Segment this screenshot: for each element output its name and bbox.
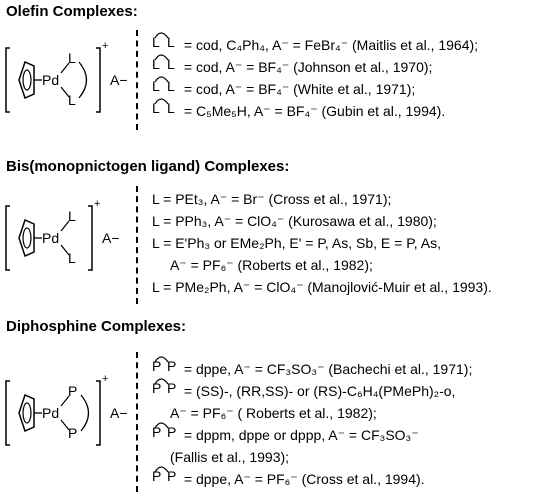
palladium-label: Pd [42, 72, 60, 88]
bis-entry-5: L = PMe₂Ph, A⁻ = ClO₄⁻ (Manojlović-Muir et al., 1993). [152, 279, 492, 295]
bis-entry-1: L = PEt₃, A⁻ = Br⁻ (Cross et al., 1971); [152, 191, 392, 207]
bis-monopnictogen-complex-structure [4, 198, 134, 278]
section-heading-bis-monopnictogen: Bis(monopnictogen ligand) Complexes: [6, 158, 290, 175]
anion-label: A− [110, 405, 128, 421]
chelating-ligand-mark: L L [152, 100, 175, 116]
entry-text: = C₅Me₅H, A⁻ = BF₄⁻ (Gubin et al., 1994). [180, 103, 446, 119]
entry-text: = dppe, A⁻ = CF₃SO₃⁻ (Bachechi et al., 1971); [180, 361, 473, 377]
diphosphine-divider [136, 352, 138, 492]
entry-text: = cod, A⁻ = BF₄⁻ (Johnson et al., 1970); [180, 59, 433, 75]
olefin-complex-structure [4, 40, 134, 120]
diphosphine-entry-2 [152, 380, 472, 402]
diphosphine-entry-4 [152, 424, 472, 446]
charge-label: + [94, 198, 101, 210]
diphosphine-entry-3: A⁻ = PF₆⁻ ( Roberts et al., 1982); [170, 405, 377, 421]
anion-label: A− [102, 230, 120, 246]
chelating-ligand-mark: L L [152, 34, 175, 50]
olefin-entry-1 [152, 34, 478, 56]
ligand-bottom-label: P [68, 425, 78, 441]
ligand-bottom-label: L [68, 250, 76, 266]
entry-text: = cod, C₄Ph₄, A⁻ = FeBr₄⁻ (Maitlis et al., 1964); [180, 37, 479, 53]
section-heading-diphosphine: Diphosphine Complexes: [6, 318, 187, 335]
bis-monopnictogen-divider [136, 186, 138, 304]
chelating-ligand-mark: P P [152, 358, 177, 374]
olefin-entry-4 [152, 100, 478, 122]
entry-text: = dppm, dppe or dppp, A⁻ = CF₃SO₃⁻ [180, 427, 419, 443]
diphosphine-entry-1 [152, 358, 472, 380]
palladium-label: Pd [42, 405, 60, 421]
charge-label: + [102, 40, 109, 52]
anion-label: A− [110, 72, 128, 88]
bis-entry-3: L = E'Ph₃ or EMe₂Ph, E' = P, As, Sb, E = P, As, [152, 235, 441, 251]
chelating-ligand-mark: L L [152, 78, 175, 94]
olefin-entries [152, 34, 478, 122]
chelating-ligand-mark: P P [152, 424, 177, 440]
chelating-ligand-mark: P P [152, 468, 177, 484]
olefin-entry-3 [152, 78, 478, 100]
chelating-ligand-mark: L L [152, 56, 175, 72]
diphosphine-entry-6 [152, 468, 472, 490]
olefin-divider [136, 30, 138, 130]
section-heading-olefin: Olefin Complexes: [6, 3, 138, 20]
entry-text: = dppe, A⁻ = PF₆⁻ (Cross et al., 1994). [180, 471, 425, 487]
charge-label: + [102, 373, 109, 385]
entry-text: = cod, A⁻ = BF₄⁻ (White et al., 1971); [180, 81, 416, 97]
ligand-top-label: L [68, 208, 76, 224]
bis-monopnictogen-entries [152, 188, 492, 298]
ligand-top-label: L [68, 50, 76, 66]
diphosphine-entry-5: (Fallis et al., 1993); [170, 449, 290, 465]
bis-entry-2: L = PPh₃, A⁻ = ClO₄⁻ (Kurosawa et al., 1980); [152, 213, 437, 229]
entry-text: = (SS)-, (RR,SS)- or (RS)-C₆H₄(PMePh)₂-o, [180, 383, 456, 399]
chelating-ligand-mark: P P [152, 380, 177, 396]
palladium-label: Pd [42, 230, 60, 246]
ligand-bottom-label: L [68, 92, 76, 108]
olefin-entry-2 [152, 56, 478, 78]
diphosphine-complex-structure [4, 373, 134, 453]
bis-entry-4: A⁻ = PF₆⁻ (Roberts et al., 1982); [170, 257, 373, 273]
diphosphine-entries [152, 358, 472, 490]
ligand-top-label: P [68, 383, 78, 399]
